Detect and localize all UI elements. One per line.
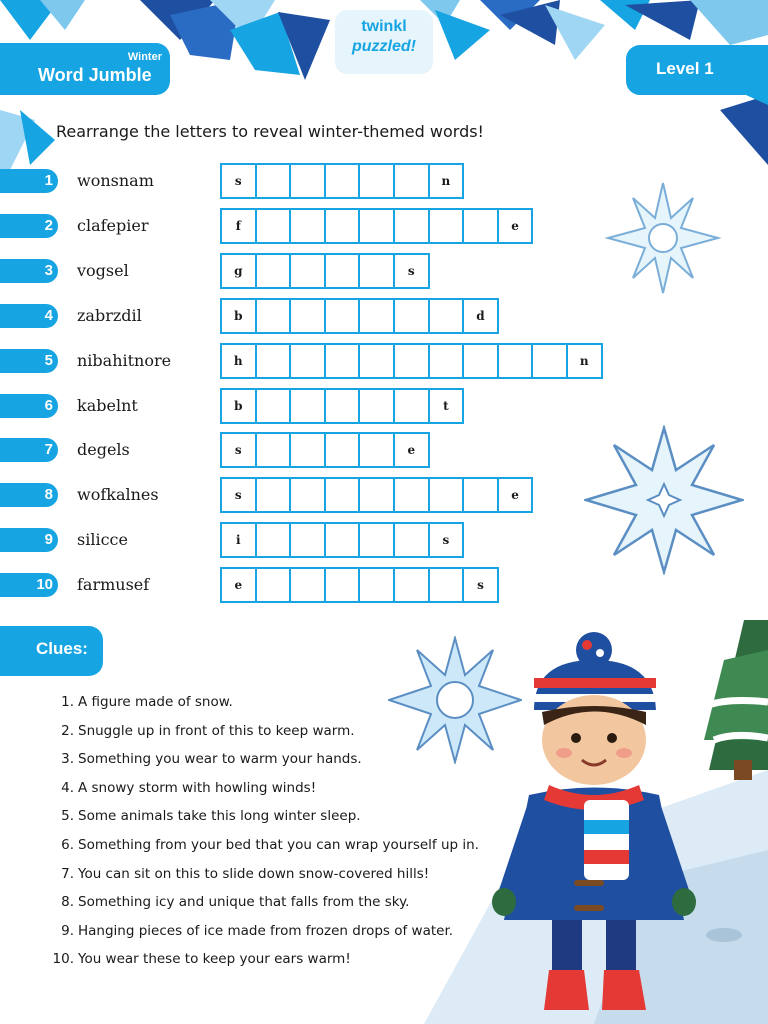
puzzle-row	[0, 388, 768, 424]
letter-box[interactable]	[324, 253, 361, 289]
letter-box[interactable]	[255, 388, 292, 424]
letter-boxes	[220, 567, 499, 603]
letter-box[interactable]	[393, 388, 430, 424]
letter-box[interactable]	[255, 208, 292, 244]
letter-box[interactable]	[428, 208, 465, 244]
clue-text: A snowy storm with howling winds!	[78, 779, 317, 796]
clue-number: 3.	[61, 751, 74, 768]
jumbled-word: wonsnam	[77, 171, 154, 190]
letter-box[interactable]: d	[462, 298, 499, 334]
letter-box[interactable]	[289, 522, 326, 558]
letter-box[interactable]	[358, 432, 395, 468]
puzzle-number: 5	[0, 349, 58, 373]
letter-box[interactable]	[255, 522, 292, 558]
letter-box[interactable]: t	[428, 388, 465, 424]
letter-box[interactable]	[428, 298, 465, 334]
puzzle-number: 7	[0, 438, 58, 462]
letter-box[interactable]	[462, 477, 499, 513]
letter-box[interactable]	[462, 208, 499, 244]
letter-box[interactable]	[255, 163, 292, 199]
letter-box[interactable]	[289, 567, 326, 603]
letter-box[interactable]	[393, 208, 430, 244]
letter-box[interactable]: e	[220, 567, 257, 603]
letter-box[interactable]	[289, 388, 326, 424]
jumbled-word: wofkalnes	[77, 485, 159, 505]
jumbled-word: zabrzdil	[77, 305, 142, 325]
letter-box[interactable]	[255, 298, 292, 334]
clue-text: You can sit on this to slide down snow-covered hills!	[78, 865, 430, 882]
clue-text: Snuggle up in front of this to keep warm.	[78, 722, 355, 739]
instructions-text: Rearrange the letters to reveal winter-themed words!	[56, 122, 484, 141]
letter-box[interactable]	[289, 253, 326, 289]
letter-boxes	[220, 208, 533, 244]
letter-boxes	[220, 432, 430, 468]
letter-box[interactable]: f	[220, 208, 257, 244]
letter-box[interactable]: i	[220, 522, 257, 558]
letter-box[interactable]	[289, 208, 326, 244]
clue-text: Some animals take this long winter sleep.	[78, 808, 361, 825]
clue-number: 10.	[52, 951, 74, 968]
puzzle-number: 4	[0, 304, 58, 328]
jumbled-word: clafepier	[77, 215, 149, 235]
pine-tree-illustration	[704, 620, 768, 780]
letter-box[interactable]: s	[393, 253, 430, 289]
letter-box[interactable]	[393, 567, 430, 603]
jumbled-word: silicce	[77, 530, 128, 550]
clue-text: Something icy and unique that falls from the sky.	[78, 894, 410, 911]
letter-box[interactable]	[324, 432, 361, 468]
letter-box[interactable]	[289, 163, 326, 199]
letter-box[interactable]: e	[393, 432, 430, 468]
snowflake-icon	[598, 178, 728, 298]
letter-box[interactable]	[531, 343, 568, 379]
letter-box[interactable]	[393, 522, 430, 558]
letter-box[interactable]	[497, 343, 534, 379]
clue-number: 9.	[61, 922, 74, 939]
clue-text: Something you wear to warm your hands.	[78, 751, 362, 768]
clue-number: 6.	[61, 836, 74, 853]
letter-box[interactable]	[324, 522, 361, 558]
letter-boxes	[220, 477, 533, 513]
worksheet-subtitle: Winter	[127, 51, 162, 63]
puzzle-number: 9	[0, 528, 58, 552]
letter-box[interactable]: s	[220, 477, 257, 513]
letter-box[interactable]	[358, 163, 395, 199]
clues-heading: Clues:	[0, 626, 103, 676]
clue-number: 2.	[61, 722, 74, 739]
letter-box[interactable]	[255, 477, 292, 513]
jumbled-word: kabelnt	[77, 395, 138, 415]
clue-text: You wear these to keep your ears warm!	[78, 951, 351, 968]
letter-box[interactable]	[255, 253, 292, 289]
letter-box[interactable]	[393, 298, 430, 334]
letter-box[interactable]: b	[220, 388, 257, 424]
snowflake-icon	[584, 425, 744, 575]
letter-box[interactable]	[358, 253, 395, 289]
letter-boxes	[220, 163, 464, 199]
brand-logo	[335, 10, 433, 74]
letter-boxes	[220, 343, 603, 379]
puzzle-number: 10	[0, 573, 58, 597]
letter-box[interactable]	[289, 343, 326, 379]
letter-box[interactable]	[462, 343, 499, 379]
jumbled-word: nibahitnore	[77, 350, 172, 370]
letter-boxes	[220, 388, 464, 424]
letter-box[interactable]	[358, 388, 395, 424]
worksheet-title-tab	[0, 43, 170, 95]
puzzle-row	[0, 298, 768, 334]
letter-box[interactable]	[255, 567, 292, 603]
clue-number: 7.	[61, 865, 74, 882]
letter-box[interactable]	[289, 432, 326, 468]
clue-text: Hanging pieces of ice made from frozen drops of water.	[78, 922, 454, 939]
letter-box[interactable]: h	[220, 343, 257, 379]
jumbled-word: vogsel	[77, 260, 129, 280]
letter-box[interactable]	[324, 298, 361, 334]
jumbled-word: degels	[77, 440, 130, 460]
letter-box[interactable]	[358, 298, 395, 334]
clue-number: 8.	[61, 894, 74, 911]
puzzle-row	[0, 343, 768, 379]
jumbled-word: farmusef	[77, 575, 150, 595]
child-in-winter-coat-illustration	[384, 620, 768, 1024]
letter-box[interactable]: n	[566, 343, 603, 379]
letter-box[interactable]	[358, 567, 395, 603]
letter-box[interactable]: s	[428, 522, 465, 558]
letter-box[interactable]: n	[428, 163, 465, 199]
clue-number: 5.	[61, 808, 74, 825]
letter-box[interactable]	[255, 432, 292, 468]
letter-box[interactable]	[324, 477, 361, 513]
letter-box[interactable]: s	[220, 432, 257, 468]
letter-boxes	[220, 253, 430, 289]
letter-box[interactable]: g	[220, 253, 257, 289]
letter-box[interactable]: b	[220, 298, 257, 334]
puzzle-number: 2	[0, 214, 58, 238]
puzzle-number: 8	[0, 483, 58, 507]
worksheet-title: Word Jumble	[38, 65, 152, 85]
puzzle-number: 1	[0, 169, 58, 193]
letter-box[interactable]	[358, 208, 395, 244]
letter-box[interactable]	[289, 477, 326, 513]
letter-box[interactable]	[393, 477, 430, 513]
letter-box[interactable]	[393, 343, 430, 379]
letter-box[interactable]	[428, 567, 465, 603]
letter-box[interactable]: s	[220, 163, 257, 199]
letter-box[interactable]	[428, 477, 465, 513]
clue-number: 1.	[61, 694, 74, 710]
logo-bottom-text: puzzled!	[352, 38, 416, 55]
letter-box[interactable]: e	[497, 477, 534, 513]
letter-box[interactable]	[358, 477, 395, 513]
letter-box[interactable]	[393, 163, 430, 199]
letter-box[interactable]	[324, 567, 361, 603]
letter-box[interactable]	[324, 388, 361, 424]
letter-box[interactable]: e	[497, 208, 534, 244]
logo-top-text: twinkl	[361, 18, 407, 35]
clue-text: A figure made of snow.	[78, 694, 233, 710]
letter-box[interactable]	[358, 343, 395, 379]
clue-text: Something from your bed that you can wrap yourself up in.	[78, 836, 479, 853]
puzzle-number: 6	[0, 394, 58, 418]
letter-box[interactable]	[324, 343, 361, 379]
letter-box[interactable]	[324, 163, 361, 199]
letter-boxes	[220, 522, 464, 558]
puzzle-number: 3	[0, 259, 58, 283]
letter-box[interactable]: s	[462, 567, 499, 603]
letter-box[interactable]	[289, 298, 326, 334]
letter-box[interactable]	[428, 343, 465, 379]
clue-number: 4.	[61, 779, 74, 796]
level-badge: Level 1	[626, 45, 768, 95]
letter-boxes	[220, 298, 499, 334]
letter-box[interactable]	[358, 522, 395, 558]
letter-box[interactable]	[324, 208, 361, 244]
letter-box[interactable]	[255, 343, 292, 379]
